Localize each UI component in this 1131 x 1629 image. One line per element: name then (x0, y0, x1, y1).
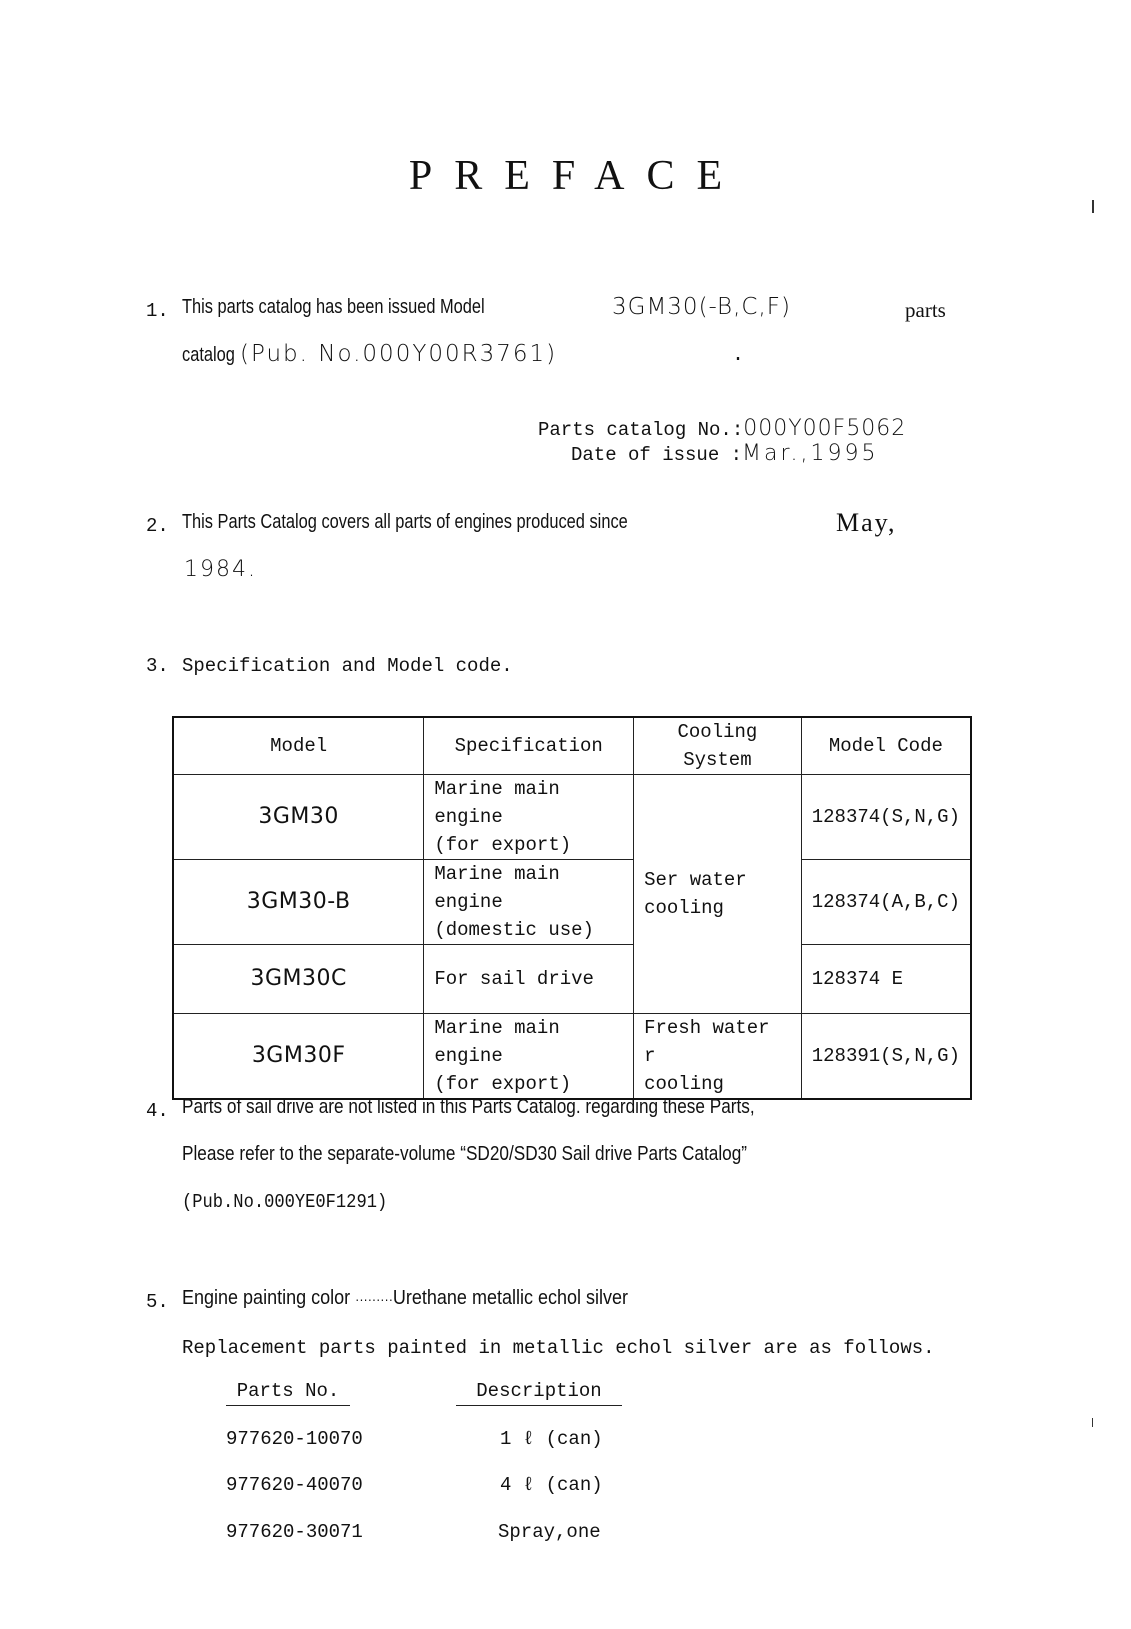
scan-mark (1092, 200, 1094, 213)
section-1-catalog-word: catalog (182, 344, 235, 366)
issue-date-value: Mar.,1995 (742, 441, 879, 466)
cell-model-code: 128374 E (801, 945, 971, 1014)
specification-table (172, 716, 972, 1100)
cell-model-code: 128391(S,N,G) (801, 1014, 971, 1100)
section-1-parts: parts (905, 298, 946, 322)
spec-line: (for export) (434, 1073, 572, 1095)
section-1-text: This parts catalog has been issued Model (182, 296, 485, 318)
section-4-pub-number: (Pub.No.000YE0F1291) (182, 1191, 388, 1213)
section-5-line-2: Replacement parts painted in metallic echol silver are as follows. (182, 1337, 935, 1359)
part-number: 977620-40070 (226, 1474, 363, 1496)
header-specification: Specification (424, 717, 634, 775)
section-4-line-2 (182, 1143, 839, 1167)
cell-specification (424, 1014, 634, 1100)
parts-header-parts-no: Parts No. (226, 1380, 350, 1406)
section-4-line-1 (182, 1096, 848, 1120)
table-header-row (173, 717, 971, 775)
cell-model-code: 128374(S,N,G) (801, 775, 971, 860)
painting-color-value: Urethane metallic echol silver (392, 1287, 629, 1309)
section-1-model: 3GM30(-B,C,F) (612, 294, 791, 320)
table-row (173, 1014, 971, 1100)
section-2-year: 1984. (184, 557, 257, 582)
section-3-text: Specification and Model code. (182, 655, 513, 677)
painting-color-row (182, 1287, 628, 1310)
spec-line: (for export) (434, 834, 572, 856)
cell-model-code: 128374(A,B,C) (801, 860, 971, 945)
catalog-number-label: Parts catalog No.: (538, 419, 744, 441)
cell-model: 3GM30 (173, 775, 424, 860)
section-5-line-1 (182, 1287, 678, 1311)
spec-line: Marine main engine (434, 1017, 560, 1067)
section-1-line-2 (182, 344, 247, 368)
parts-header-description: Description (456, 1380, 622, 1406)
section-2-month: May, (836, 508, 897, 537)
header-model-code: Model Code (801, 717, 971, 775)
cell-specification (424, 775, 634, 860)
header-model: Model (173, 717, 424, 775)
catalog-number-value: 000Y00F5062 (743, 416, 907, 441)
section-4-reference: Please refer to the separate-volume “SD20/SD30 Sail drive Parts Catalog” (182, 1143, 748, 1165)
table-row (173, 945, 971, 1014)
section-1-line-1 (182, 296, 551, 320)
cell-specification (424, 945, 634, 1014)
part-number: 977620-30071 (226, 1521, 363, 1543)
header-cooling-system: Cooling System (634, 717, 802, 775)
page-title: PREFACE (408, 153, 745, 199)
cooling-line: Ser water (644, 869, 747, 891)
cell-specification (424, 860, 634, 945)
catalog-number-row (538, 416, 906, 441)
spec-line: (domestic use) (434, 919, 594, 941)
spec-line: Marine main engine (434, 863, 560, 913)
dot-leader: ········· (355, 1291, 393, 1307)
cooling-line: cooling (644, 897, 724, 919)
part-description: Spray,one (498, 1521, 601, 1543)
section-4-line-3 (182, 1191, 410, 1213)
spec-line: For sail drive (434, 968, 594, 990)
table-row (173, 860, 971, 945)
painting-color-label: Engine painting color (182, 1287, 351, 1309)
cell-model: 3GM30C (173, 945, 424, 1014)
section-2-number: 2. (146, 515, 169, 537)
section-1-number: 1. (146, 300, 169, 322)
part-description: 1 ℓ (can) (500, 1428, 603, 1450)
section-5-number: 5. (146, 1291, 169, 1313)
issue-date-label: Date of issue : (571, 444, 743, 466)
part-number: 977620-10070 (226, 1428, 363, 1450)
cell-model: 3GM30-B (173, 860, 424, 945)
cooling-line: cooling (644, 1073, 724, 1095)
issue-date-row (571, 441, 879, 466)
section-1-period: . (732, 344, 745, 367)
scan-mark (1092, 1418, 1093, 1427)
part-description: 4 ℓ (can) (500, 1474, 603, 1496)
table-row (173, 775, 971, 860)
section-4-number: 4. (146, 1100, 169, 1122)
section-1-pub-number: (Pub. No.000Y00R3761) (240, 341, 558, 367)
cell-cooling-sea-water (634, 775, 802, 1014)
section-2-text: This Parts Catalog covers all parts of engines produced since (182, 511, 628, 533)
cooling-line: Fresh water r (644, 1017, 770, 1067)
section-4-text: Parts of sail drive are not listed in this Parts Catalog. regarding these Parts, (182, 1096, 755, 1118)
section-3-number: 3. (146, 655, 169, 677)
spec-line: Marine main engine (434, 778, 560, 828)
cell-cooling-fresh-water (634, 1014, 802, 1100)
section-2-line-1 (182, 511, 726, 535)
cell-model: 3GM30F (173, 1014, 424, 1100)
